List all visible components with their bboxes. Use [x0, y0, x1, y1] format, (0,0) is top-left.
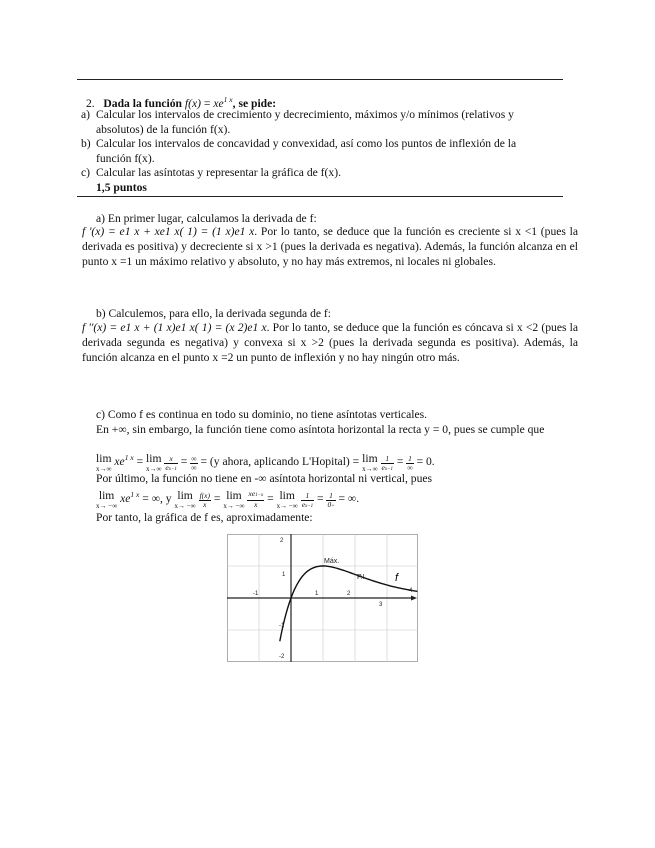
label-max: Máx.	[324, 558, 340, 565]
part-c-line1: c) Como f es continua en todo su dominio, no tiene asíntotas verticales.	[96, 408, 427, 421]
item-a-label: a)	[81, 108, 91, 121]
item-c-line1: Calcular las asíntotas y representar la gráfica de f(x).	[96, 166, 341, 179]
item-b-line1: Calcular los intervalos de concavidad y convexidad, así como los puntos de inflexión de la	[96, 137, 517, 150]
part-b-intro: b) Calculemos, para ello, la derivada segunda de f:	[96, 307, 332, 320]
lim1-result: = 0.	[416, 455, 435, 468]
part-a-intro: a) En primer lugar, calculamos la derivada de f:	[96, 212, 317, 225]
y-tick-1: 1	[282, 572, 286, 578]
label-pi: P.I.	[357, 574, 367, 581]
x-tick-4: 4	[409, 588, 413, 594]
problem-number: 2.	[86, 97, 95, 110]
item-a-line1: Calcular los intervalos de crecimiento y decrecimiento, máximos y/o mínimos (relativos y	[96, 108, 514, 121]
x-tick-neg1: -1	[253, 591, 259, 597]
lim-e: lim x→ −∞	[174, 489, 196, 510]
item-b-line2: función f(x).	[96, 152, 155, 165]
limit-line-2: lim x→ −∞ $xe^{1 x}$ = ∞, y lim x→ −∞ $\frac{f(x)}{x}$ = lim x→ −∞ $\frac{xe1-x}{x}$ = lim x→ −∞ $\frac{1}{ex-1}$ = $\frac{1}{0+}$ = ∞.	[96, 489, 360, 510]
part-a-formula: f '(x) = e1 x + xe1 x( 1) = (1 x)e1 x	[82, 225, 255, 238]
part-c-line4: Por tanto, la gráfica de f es, aproximadamente:	[96, 511, 313, 524]
part-a-body	[82, 224, 578, 269]
lim2-result: = ∞.	[338, 492, 360, 505]
lim-d: lim x→ −∞	[96, 489, 118, 510]
lim-a: lim x→∞	[96, 452, 112, 473]
bottom-rule	[77, 196, 563, 197]
x-tick-1: 1	[315, 591, 319, 597]
part-b-body	[82, 320, 578, 365]
func-base: xe	[213, 97, 224, 110]
part-c-line3: Por último, la función no tiene en -∞ asíntota horizontal ni vertical, pues	[96, 472, 433, 485]
limit-line-1: lim x→∞ $xe^{1 x}$ = lim x→∞ $\frac{x}{ex-1}$ = $\frac{\infty}{\infty}$ = (y ahora, aplicando L'Hopital) = lim x→∞ $\frac{1}{ex-1}$ = $\frac{1}{\infty}$ = 0.	[96, 452, 435, 473]
label-f: f	[395, 572, 399, 584]
y-tick-neg1: -1	[279, 623, 285, 629]
func-exp: 1 x	[223, 95, 233, 104]
lim-g: lim x→ −∞	[276, 489, 298, 510]
lim-f: lim x→ −∞	[223, 489, 245, 510]
x-tick-3: 3	[379, 602, 383, 608]
x-tick-2: 2	[347, 591, 351, 597]
part-a-text: . Por lo tanto, se deduce que la función es creciente si x <1 (pues la derivada es positiva) y decreciente si x >1 (pues la derivada es negativa). Además, la función alcanza en el punto x =1 un máximo relativo y absoluto, y no hay más extremos, ni locales ni globales.	[82, 225, 578, 268]
lim-b: lim x→∞	[146, 452, 162, 473]
title-suffix: , se pide:	[232, 97, 277, 110]
func-fx: f(x)	[184, 97, 202, 110]
top-rule	[77, 79, 563, 80]
item-c-label: c)	[81, 166, 91, 179]
item-a-line2: absolutos) de la función f(x).	[96, 123, 231, 136]
lim2-mid: = ∞, y	[142, 492, 172, 505]
func-eq: =	[203, 97, 211, 110]
item-b-label: b)	[81, 137, 91, 150]
part-b-text: . Por lo tanto, se deduce que la función es cóncava si x <2 (pues la derivada segunda es negativa) y convexa si x >2 (pues la derivada segunda es positiva). Además, la función alcanza en el punto x =2 un punto de inflexión y no hay ningún otro más.	[82, 321, 578, 364]
function-graph	[227, 534, 418, 662]
lim-c: lim x→∞	[362, 452, 378, 473]
part-c-line2: En +∞, sin embargo, la función tiene como asíntota horizontal la recta y = 0, pues se cumple que	[96, 423, 545, 436]
problem-title: Dada la función	[103, 97, 183, 110]
y-tick-2: 2	[280, 538, 284, 544]
points-label: 1,5 puntos	[96, 181, 147, 194]
y-tick-neg2: -2	[279, 654, 285, 660]
part-b-formula: f ''(x) = e1 x + (1 x)e1 x( 1) = (x 2)e1 x	[82, 321, 267, 334]
lim1-text: (y ahora, aplicando L'Hopital) =	[209, 455, 360, 468]
